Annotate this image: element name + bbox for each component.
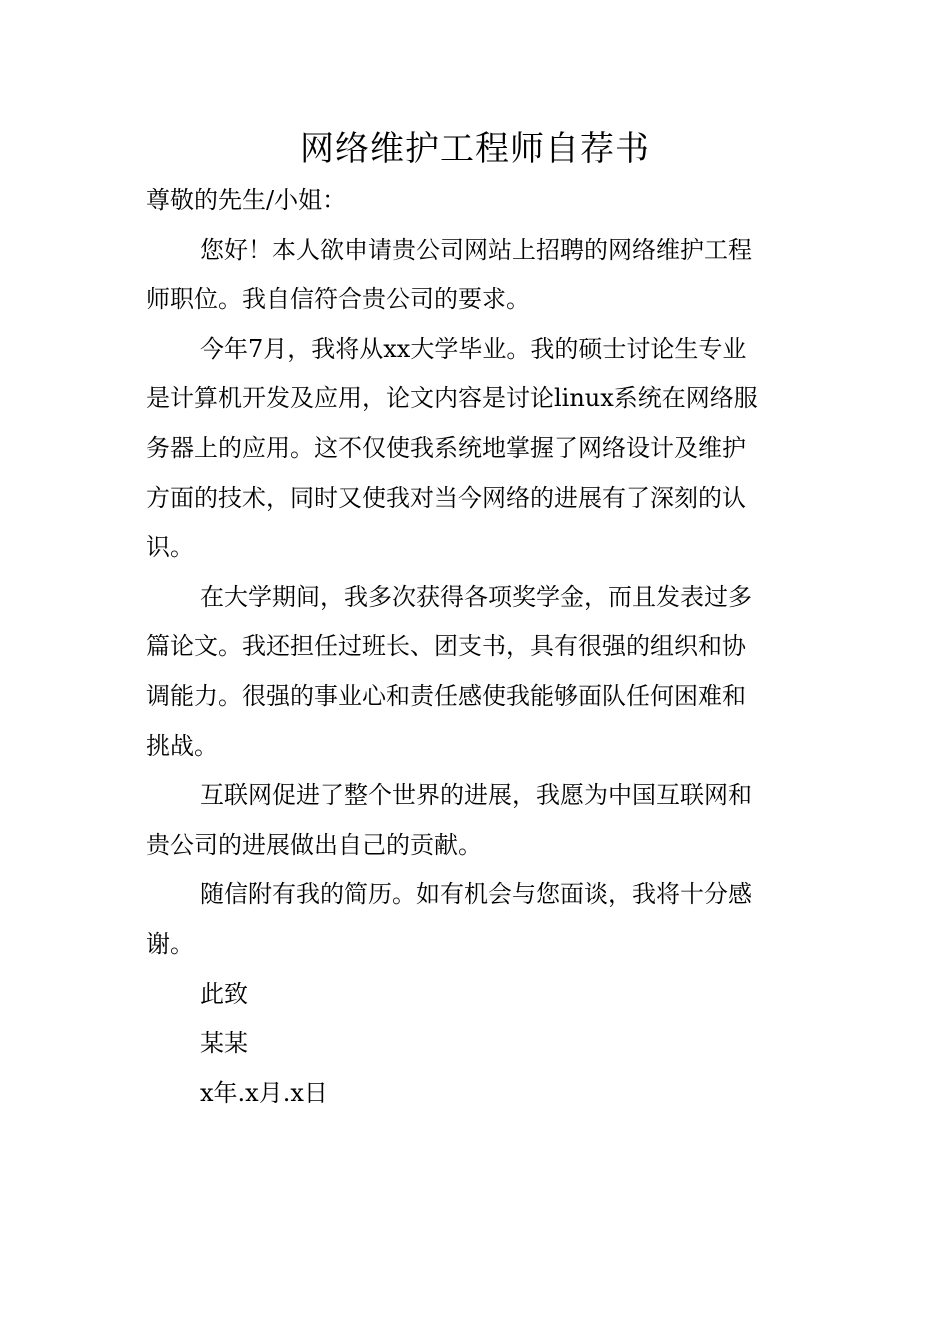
paragraph-line: 是计算机开发及应用，论文内容是讨论linux系统在网络服: [146, 384, 758, 413]
paragraph-line: 贵公司的进展做出自己的贡献。: [146, 830, 482, 859]
paragraph-line: 务器上的应用。这不仅使我系统地掌握了网络设计及维护: [146, 433, 746, 462]
document-title: 网络维护工程师自荐书: [300, 129, 650, 169]
paragraph-line: 谢。: [146, 929, 194, 958]
letter-body: [146, 176, 806, 1118]
salutation: 尊敬的先生/小姐：: [146, 186, 347, 214]
paragraph-line: 随信附有我的简历。如有机会与您面谈，我将十分感: [200, 880, 752, 909]
signature-date: x年.x月.x日: [200, 1078, 328, 1107]
paragraph-line: 挑战。: [146, 731, 218, 760]
paragraph-line: 在大学期间，我多次获得各项奖学金，而且发表过多: [200, 582, 752, 611]
paragraph-line: 今年7月，我将从xx大学毕业。我的硕士讨论生专业: [200, 334, 747, 363]
signature-name: 某某: [200, 1029, 248, 1058]
paragraph-line: 您好！本人欲申请贵公司网站上招聘的网络维护工程: [200, 235, 752, 264]
closing-line: 此致: [200, 979, 248, 1008]
paragraph-line: 调能力。很强的事业心和责任感使我能够面队任何困难和: [146, 681, 746, 710]
paragraph-line: 互联网促进了整个世界的进展，我愿为中国互联网和: [200, 781, 752, 810]
paragraph-line: 篇论文。我还担任过班长、团支书，具有很强的组织和协: [146, 632, 746, 661]
paragraph-line: 方面的技术，同时又使我对当今网络的进展有了深刻的认: [146, 483, 746, 512]
paragraph-line: 师职位。我自信符合贵公司的要求。: [146, 285, 530, 314]
paragraph-line: 识。: [146, 533, 194, 562]
